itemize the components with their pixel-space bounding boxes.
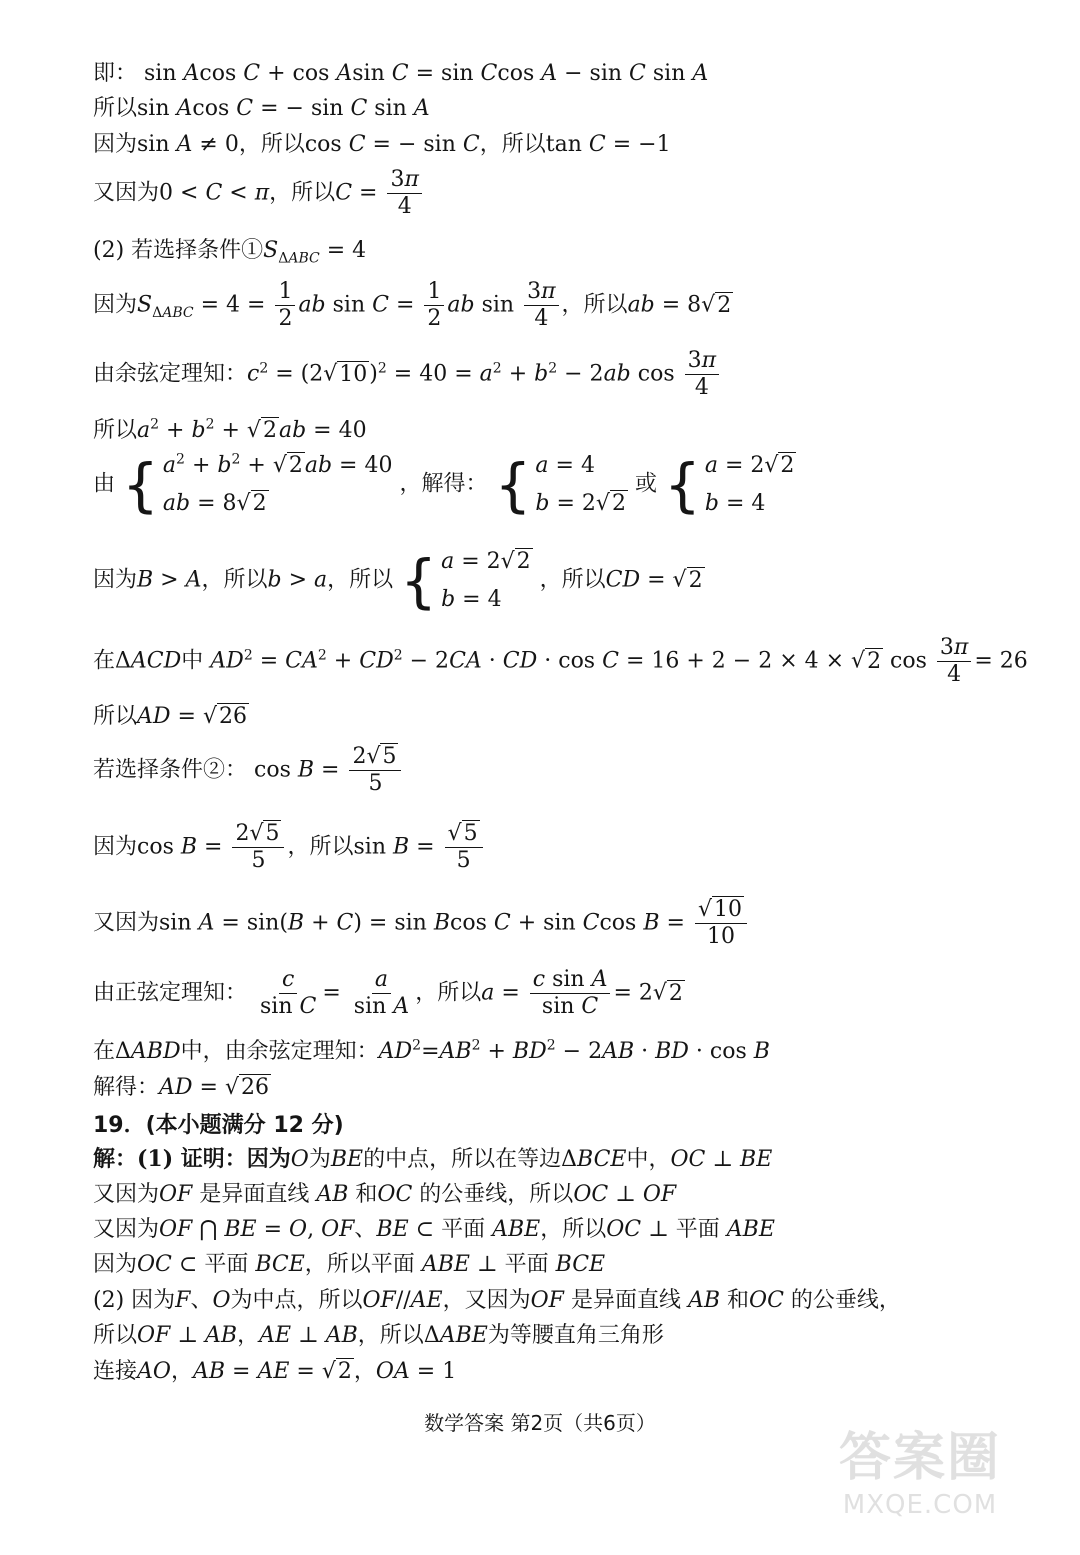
solution-line-12: 所以AD = √26 [93, 704, 247, 729]
solution-line-2: 所以sin Acos C = − sin C sin A [93, 96, 430, 121]
q19-line-6: 所以OF ⊥ AB，AE ⊥ AB，所以ΔABE为等腰直角三角形 [93, 1323, 664, 1348]
solution-line-3: 因为sin A ≠ 0，所以cos C = − sin C，所以tan C = −1 [93, 132, 671, 157]
solution-line-7: 由余弦定理知：$c^2 = (2√10)^2 = 40 = a^2 + b^2 - 2ab$ cos $\frac{3\pi}{4}$ [93, 349, 1050, 400]
solution-line-15: 又因为sin A = sin(B + C) = sin Bcos C + sin Ccos B = $\frac{√10}{10}$ [93, 898, 1050, 949]
solution-line-10: 因为B > A，所以b > a，所以 { a = 2√2 b = 4 ，所以CD = √2 [93, 546, 703, 615]
watermark-logo [800, 1415, 1040, 1525]
q19-line-5: (2) 因为F、O为中点，所以OF//AE，又因为OF 是异面直线 AB 和OC 的公垂线， [93, 1288, 901, 1313]
solution-line-17: 在ΔABD中，由余弦定理知：$AD^2=AB^2 + BD^2 - 2AB$ · BD · cos B [93, 1037, 770, 1064]
solution-line-18: 解得：AD = √26 [93, 1075, 269, 1100]
solution-line-16: 由正弦定理知： $\frac{c}{\text{sin C}}$ = $\frac{a}{\text{sin A}}$ ，所以a = $\frac{\text{c sin A}}{\text{sin C}}$ = 2√2 [93, 967, 683, 1020]
solution-line-4: 又因为0 < C < π，所以C = $\frac{3\pi}{4}$ [93, 168, 1050, 219]
q19-line-3: 又因为OF ⋂ BE = O, OF、BE ⊂ 平面 ABE，所以OC ⊥ 平面 ABE [93, 1217, 775, 1242]
fraction: $\frac{3\pi}{4}$ [387, 168, 421, 219]
equation-system: { $a^2 + b^2 + √2ab = 40$ ab = 8√2 [122, 450, 393, 519]
solution-line-8: 所以$a^2 + b^2 + √2ab = 40$ [93, 416, 367, 443]
solution-line-5: (2) 若选择条件$①S_{\Delta ABC} = 4$ [93, 238, 367, 267]
solution-line-14: 因为cos B = $\frac{2√5}{5}$ ，所以sin B = $\frac{√5}{5}$ [93, 822, 1050, 873]
q19-line-4: 因为OC ⊂ 平面 BCE，所以平面 ABE ⊥ 平面 BCE [93, 1252, 606, 1277]
q19-line-7: 连接AO，AB = AE = √2，OA = 1 [93, 1359, 457, 1384]
q19-line-2: 又因为OF 是异面直线 AB 和OC 的公垂线，所以OC ⊥ OF [93, 1182, 677, 1207]
solution-line-11: 在ΔACD中 $AD^2 = CA^2 + CD^2 - 2CA$ · CD · cos C = 16 + 2 − 2 × 4 × √2 cos $\frac{3\pi}{4}$ = 26 [93, 635, 1028, 688]
solution-line-9: 由 { $a^2 + b^2 + √2ab = 40$ ab = 8√2 ，解得： { a = 4 b = 2√2 或 { a = 2√2 b = 4 [93, 450, 795, 519]
solution-line-1: 即： sin Acos C + cos Asin C = sin Ccos A − sin C sin A [93, 61, 709, 86]
watermark-url: MXQE.COM [842, 1490, 998, 1520]
question-19-title: 19．(本小题满分 12 分) [93, 1113, 344, 1138]
q19-line-1: 解：(1) 证明：因为O为BE的中点，所以在等边ΔBCE中，OC ⊥ BE [93, 1146, 773, 1172]
watermark-title: 答案圈 [838, 1428, 1001, 1488]
solution-line-13: 若选择条件②： cos B = $\frac{2√5}{5}$ [93, 745, 1050, 796]
page-footer: 数学答案 第2页（共6页） [424, 1411, 656, 1435]
solution-line-6: 因为$S_{\Delta ABC} = 4$ = $\frac{1}{2}$ ab sin C = $\frac{1}{2}$ ab sin $\frac{3\pi}{4}$ ，所以ab = 8√2 [93, 279, 732, 332]
